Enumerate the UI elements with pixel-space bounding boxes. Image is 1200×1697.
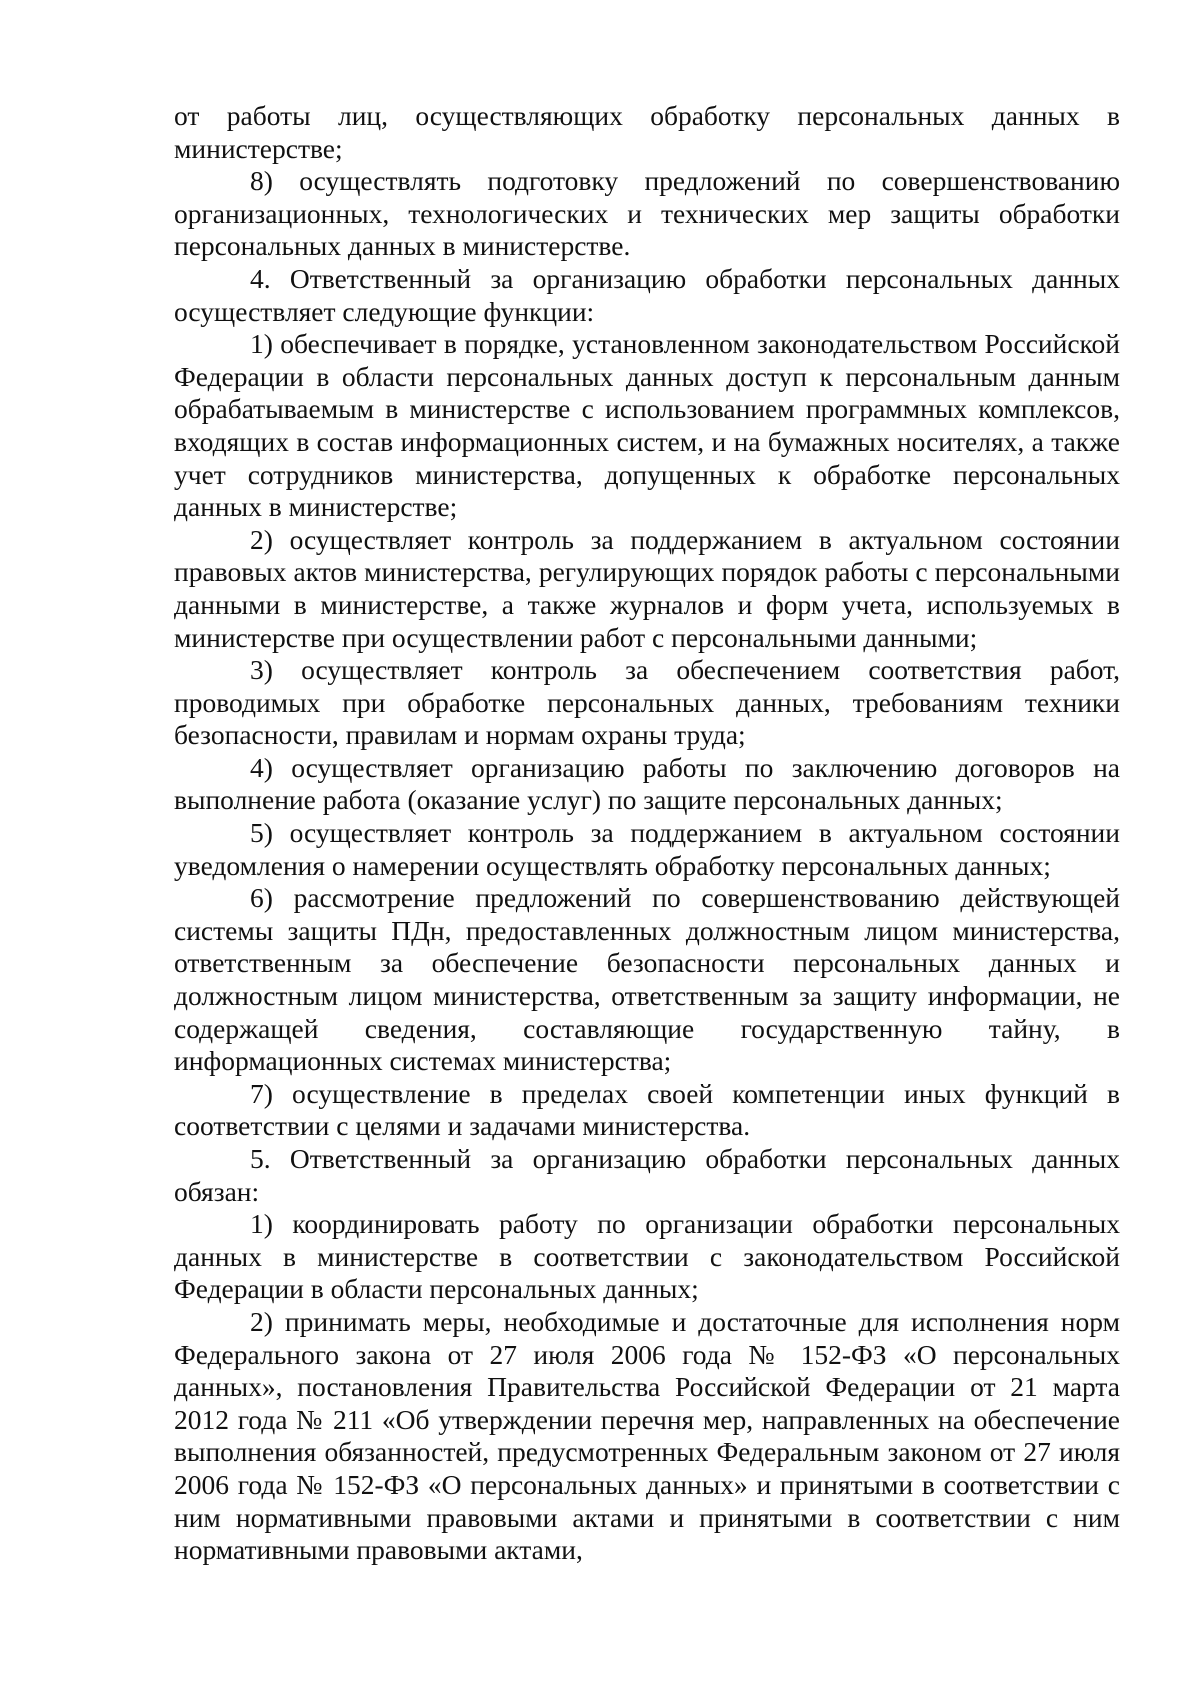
paragraph-section-5-item-2: 2) принимать меры, необходимые и достаточные для исполнения норм Федерального закона от 27 июля 2006 года № 152-ФЗ «О персональных данных», постановления Правительства Российской Федерации от 21 марта 2012 года № 211 «Об утверждении перечня мер, направленных на обеспечение выполнения обязанностей, предусмотренных Федеральным законом от 27 июля 2006 года № 152-ФЗ «О персональных данных» и принятыми в соответствии с ним нормативными правовыми актами и принятыми в соответствии с ним нормативными правовыми актами, — [174, 1305, 1120, 1566]
paragraph-section-5-item-1: 1) координировать работу по организации обработки персональных данных в министерстве в соответствии с законодательством Российской Федерации в области персональных данных; — [174, 1208, 1120, 1305]
paragraph-section-4-item-2: 2) осуществляет контроль за поддержанием в актуальном состоянии правовых актов министерства, регулирующих порядок работы с персональными данными в министерстве, а также журналов и форм учета, используемых в министерстве при осуществлении работ с персональными данными; — [174, 523, 1120, 653]
paragraph-section-4-item-7: 7) осуществление в пределах своей компетенции иных функций в соответствии с целями и задачами министерства. — [174, 1077, 1120, 1142]
paragraph-section-4-item-4: 4) осуществляет организацию работы по заключению договоров на выполнение работа (оказание услуг) по защите персональных данных; — [174, 751, 1120, 816]
paragraph-section-5: 5. Ответственный за организацию обработки персональных данных обязан: — [174, 1143, 1120, 1207]
paragraph-item-8: 8) осуществлять подготовку предложений по совершенствованию организационных, технологических и технических мер защиты обработки персональных данных в министерстве. — [174, 165, 1120, 262]
paragraph-continuation: от работы лиц, осуществляющих обработку персональных данных в министерстве; — [174, 100, 1120, 164]
paragraph-section-4-item-1: 1) обеспечивает в порядке, установленном законодательством Российской Федерации в области персональных данных доступ к персональным данным обрабатываемым в министерстве с использованием программных комплексов, входящих в состав информационных систем, и на бумажных носителях, а также учет сотрудников министерства, допущенных к обработке персональных данных в министерстве; — [174, 328, 1120, 523]
paragraph-section-4-item-3: 3) осуществляет контроль за обеспечением соответствия работ, проводимых при обработке персональных данных, требованиям техники безопасности, правилам и нормам охраны труда; — [174, 654, 1120, 751]
paragraph-section-4-item-6: 6) рассмотрение предложений по совершенствованию действующей системы защиты ПДн, предоставленных должностным лицом министерства, ответственным за обеспечение безопасности персональных данных и должностным лицом министерства, ответственным за защиту информации, не содержащей сведения, составляющие государственную тайну, в информационных системах министерства; — [174, 882, 1120, 1077]
paragraph-section-4: 4. Ответственный за организацию обработки персональных данных осуществляет следующие функции: — [174, 262, 1120, 327]
paragraph-section-4-item-5: 5) осуществляет контроль за поддержанием в актуальном состоянии уведомления о намерении осуществлять обработку персональных данных; — [174, 817, 1120, 881]
document-body — [174, 100, 1120, 1567]
